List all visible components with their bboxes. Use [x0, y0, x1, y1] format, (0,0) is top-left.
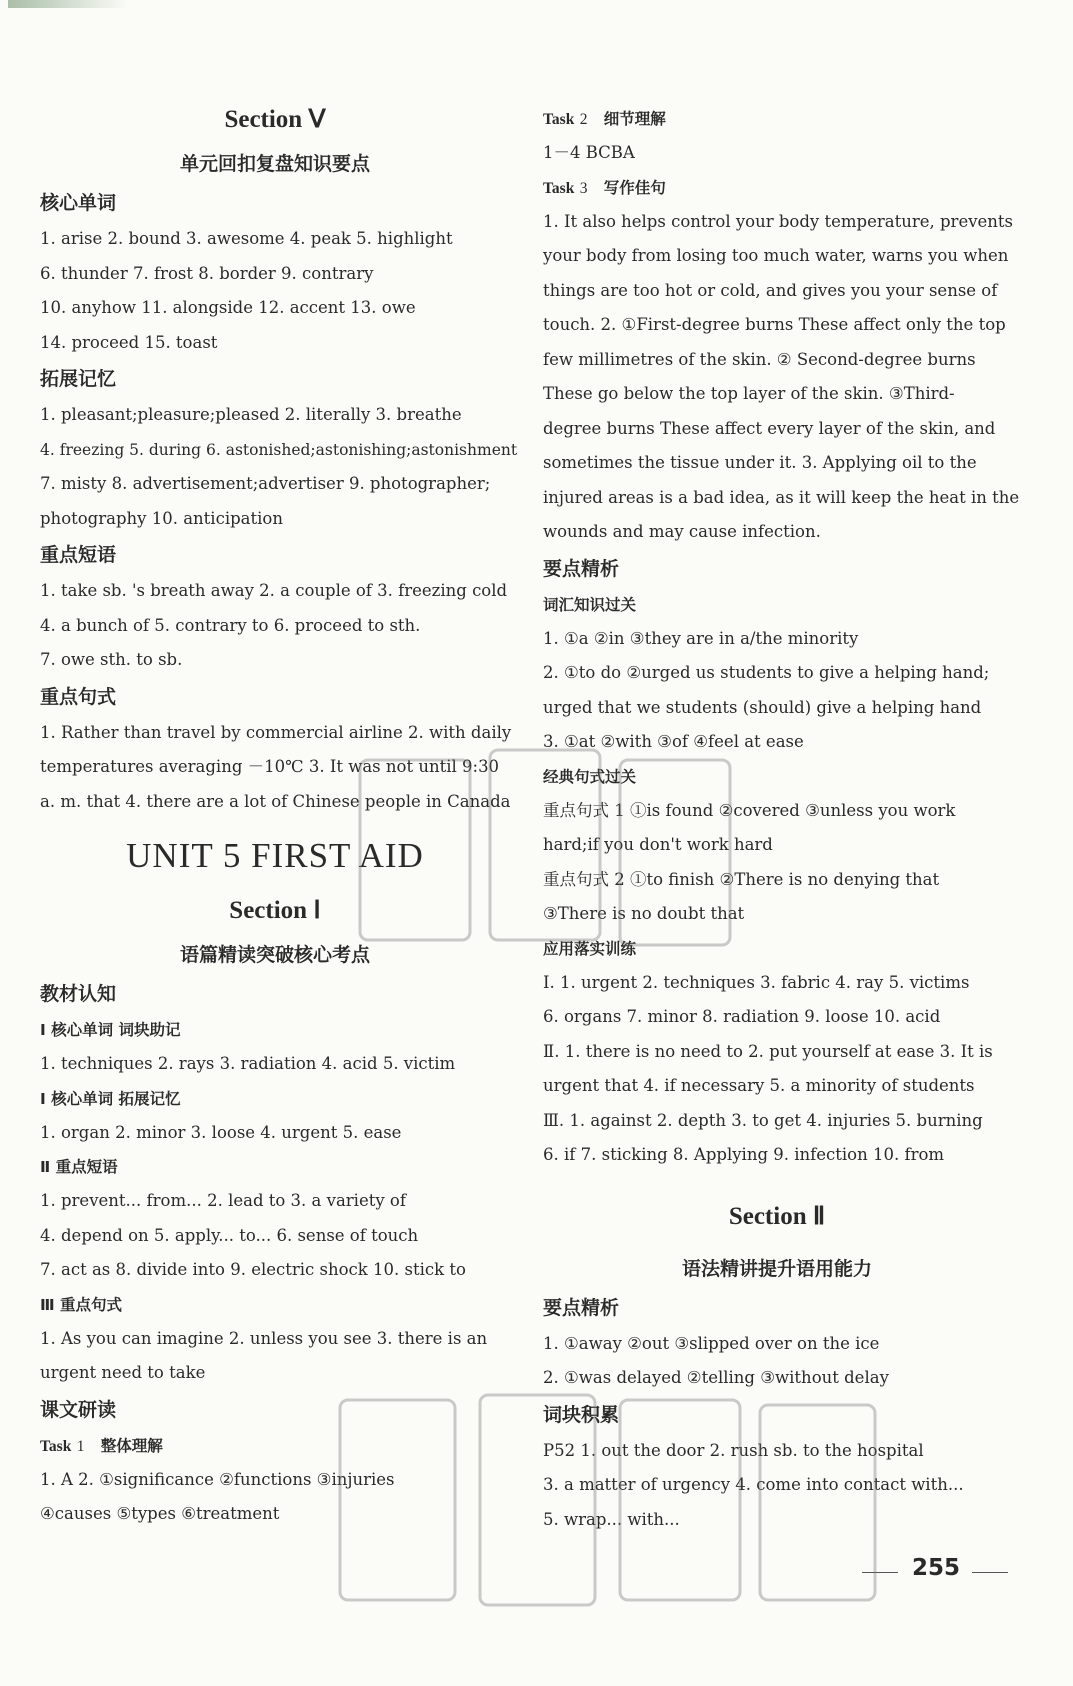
task-1-line: ④causes ⑤types ⑥treatment: [40, 1504, 280, 1523]
vocab-line: 1. ①a ②in ③they are in a/the minority: [543, 628, 859, 648]
section-ii-subtitle: 语法精讲提升语用能力: [681, 1257, 872, 1280]
task-2-title: 细节理解: [603, 110, 666, 128]
key-sentences-line: urgent need to take: [40, 1363, 206, 1382]
sentences-line: 1. Rather than travel by commercial airline 2. with daily: [40, 722, 512, 742]
key-phrases-line: 7. act as 8. divide into 9. electric shock 10. stick to: [40, 1260, 466, 1279]
heading-core-expand: Ⅰ 核心单词 拓展记忆: [40, 1089, 181, 1108]
classic-line: 重点句式 2 ①to finish ②There is no denying that: [543, 869, 940, 889]
page-edge-scrap: [8, 0, 128, 8]
section-ii-title: Section Ⅱ: [728, 1202, 826, 1230]
classic-line: ③There is no doubt that: [543, 904, 745, 923]
classic-line: hard;if you don't work hard: [543, 835, 773, 854]
heading-sentences: 重点句式: [40, 685, 117, 708]
task-3-number: 3: [579, 179, 588, 197]
heading-phrases: 重点短语: [40, 544, 117, 566]
chunks-line: 3. a matter of urgency 4. come into contact with...: [543, 1475, 964, 1494]
task-1-label: Task: [40, 1437, 72, 1455]
expand-line: photography 10. anticipation: [40, 508, 283, 528]
task-3-line: sometimes the tissue under it. 3. Applying oil to the: [543, 453, 977, 472]
task-3-line: things are too hot or cold, and gives you your sense of: [543, 280, 998, 300]
heading-study: 课文研读: [40, 1398, 117, 1421]
key-sentences-line: 1. As you can imagine 2. unless you see 3. there is an: [40, 1328, 488, 1348]
right-column: [543, 102, 1020, 1537]
vocab-line: 3. ①at ②with ③of ④feel at ease: [543, 732, 804, 751]
apply-line: 6. if 7. sticking 8. Applying 9. infection 10. from: [543, 1145, 945, 1164]
task-3-line: degree burns These affect every layer of the skin, and: [543, 418, 996, 438]
core-expand-line: 1. organ 2. minor 3. loose 4. urgent 5. ease: [40, 1122, 402, 1142]
task-3-line: your body from losing too much water, warns you when: [543, 246, 1009, 265]
unit-title: UNIT 5 FIRST AID: [126, 836, 424, 875]
expand-line: 4. freezing 5. during 6. astonished;astonishing;astonishment: [40, 440, 518, 459]
task-3-title: 写作佳句: [603, 178, 666, 197]
heading-core-chunks: Ⅰ 核心单词 词块助记: [40, 1021, 181, 1039]
core-words-line: 10. anyhow 11. alongside 12. accent 13. owe: [40, 298, 416, 317]
vocab-line: 2. ①to do ②urged us students to give a helping hand;: [543, 663, 990, 682]
task-3-line: These go below the top layer of the skin. ③Third-: [543, 384, 955, 403]
phrases-line: 7. owe sth. to sb.: [40, 650, 183, 669]
task-3-label: Task: [543, 179, 575, 197]
task-1-line: 1. A 2. ①significance ②functions ③injuries: [40, 1469, 395, 1489]
expand-line: 7. misty 8. advertisement;advertiser 9. photographer;: [40, 474, 491, 493]
key-phrases-line: 1. prevent... from... 2. lead to 3. a variety of: [40, 1191, 406, 1210]
heading-textbook: 教材认知: [40, 983, 117, 1005]
core-words-line: 6. thunder 7. frost 8. border 9. contrary: [40, 263, 374, 283]
expand-line: 1. pleasant;pleasure;pleased 2. literally 3. breathe: [40, 405, 462, 424]
heading-apply: 应用落实训练: [543, 939, 637, 958]
phrases-line: 4. a bunch of 5. contrary to 6. proceed to sth.: [40, 615, 421, 635]
heading-core-words: 核心单词: [40, 192, 117, 214]
sentences-line: temperatures averaging －10℃ 3. It was not until 9:30: [40, 757, 500, 776]
heading-points: 要点精析: [543, 557, 620, 580]
heading-key-sentences: Ⅲ 重点句式: [40, 1295, 123, 1314]
page-number-dash-right: [972, 1572, 1008, 1573]
task-3-line: touch. 2. ①First-degree burns These affect only the top: [543, 315, 1006, 334]
task-1-heading: [40, 1429, 510, 1463]
sentences-line: a. m. that 4. there are a lot of Chinese people in Canada: [40, 791, 511, 811]
core-words-line: 1. arise 2. bound 3. awesome 4. peak 5. highlight: [40, 229, 453, 248]
task-2-number: 2: [579, 111, 588, 128]
apply-line: Ⅲ. 1. against 2. depth 3. to get 4. injuries 5. burning: [543, 1110, 983, 1130]
core-chunks-line: 1. techniques 2. rays 3. radiation 4. acid 5. victim: [40, 1054, 456, 1073]
task-2-heading: [543, 102, 1011, 136]
core-words-line: 14. proceed 15. toast: [40, 332, 218, 352]
heading-points-2: 要点精析: [543, 1296, 620, 1319]
task-2-label: Task: [543, 111, 575, 128]
heading-vocab: 词汇知识过关: [543, 595, 637, 614]
key-phrases-line: 4. depend on 5. apply... to... 6. sense of touch: [40, 1225, 419, 1245]
classic-line: 重点句式 1 ①is found ②covered ③unless you work: [543, 800, 956, 820]
chunks-line: P52 1. out the door 2. rush sb. to the hospital: [543, 1440, 924, 1460]
left-column: [40, 96, 518, 1532]
task-2-line: 1－4 BCBA: [543, 143, 635, 162]
task-3-line: 1. It also helps control your body temperature, prevents: [543, 211, 1014, 231]
heading-classic: 经典句式过关: [543, 767, 637, 786]
task-3-heading: [543, 171, 1011, 205]
apply-line: 6. organs 7. minor 8. radiation 9. loose 10. acid: [543, 1007, 941, 1026]
section-v-subtitle: 单元回扣复盘知识要点: [179, 153, 370, 175]
section-v-title: Section Ⅴ: [224, 106, 326, 133]
apply-line: urgent that 4. if necessary 5. a minority of students: [543, 1076, 975, 1095]
heading-chunks: 词块积累: [543, 1403, 620, 1426]
heading-expand: 拓展记忆: [40, 368, 117, 390]
phrases-line: 1. take sb. 's breath away 2. a couple of 3. freezing cold: [40, 581, 508, 600]
apply-line: Ⅰ. 1. urgent 2. techniques 3. fabric 4. ray 5. victims: [543, 972, 970, 992]
task-1-title: 整体理解: [100, 1436, 163, 1455]
points-2-line: 1. ①away ②out ③slipped over on the ice: [543, 1333, 880, 1353]
page-number: 255: [912, 1555, 961, 1581]
task-3-line: few millimetres of the skin. ② Second-degree burns: [543, 349, 976, 369]
apply-line: Ⅱ. 1. there is no need to 2. put yourself at ease 3. It is: [543, 1041, 993, 1061]
chunks-line: 5. wrap... with...: [543, 1509, 680, 1529]
section-i-subtitle: 语篇精读突破核心考点: [179, 944, 370, 966]
page-number-dash-left: [862, 1572, 898, 1573]
task-3-line: injured areas is a bad idea, as it will keep the heat in the: [543, 487, 1020, 507]
heading-key-phrases: Ⅱ 重点短语: [40, 1158, 118, 1176]
points-2-line: 2. ①was delayed ②telling ③without delay: [543, 1368, 889, 1387]
section-i-title: Section Ⅰ: [229, 897, 321, 924]
task-1-number: 1: [76, 1437, 85, 1455]
vocab-line: urged that we students (should) give a helping hand: [543, 697, 982, 717]
task-3-line: wounds and may cause infection.: [543, 522, 821, 541]
